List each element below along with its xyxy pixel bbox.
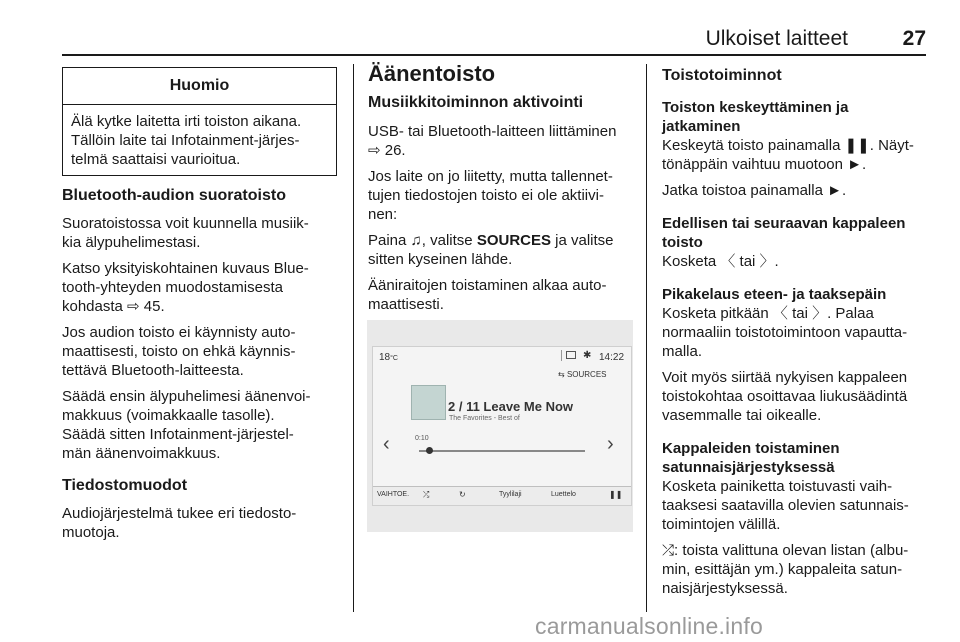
temperature: 18°C <box>379 352 398 363</box>
heading-file-formats: Tiedostomuodot <box>62 477 188 494</box>
previous-track-button[interactable]: ‹ <box>383 433 390 455</box>
paragraph: Ääniraitojen toistaminen alkaa auto- maattisesti. <box>368 277 607 313</box>
column-3 <box>662 64 937 605</box>
paragraph: Paina ♫, valitse SOURCES ja valitse sitten kyseinen lähde. <box>368 232 614 268</box>
heading-activate-music: Musiikkitoiminnon aktivointi <box>368 94 584 111</box>
list-button[interactable]: Luettelo <box>551 491 576 498</box>
paragraph: Jos laite on jo liitetty, mutta tallennet- tujen tiedostojen toisto ei ole aktiivi- nen: <box>368 168 613 223</box>
watermark: carmanualsonline.info <box>535 613 763 639</box>
sources-button[interactable]: ⇆ SOURCES <box>558 370 607 379</box>
next-track-button[interactable]: › <box>607 433 614 455</box>
heading-pause-resume: Toiston keskeyttäminen ja jatkaminen <box>662 99 849 135</box>
paragraph: Säädä ensin älypuhelimesi äänenvoi- makkuus (voimakkaalle tasolle). Säädä sitten Infotainment-järjestel- män äänenvoimakkuus. <box>62 388 311 462</box>
paragraph: Kosketa painiketta toistuvasti vaih- taaksesi saatavilla olevien satunnais- toimintojen välillä. <box>662 478 909 533</box>
heading-playback-functions: Toistotoiminnot <box>662 67 782 84</box>
column-2 <box>368 61 640 321</box>
elapsed-time: 0:10 <box>415 435 429 442</box>
heading-audio-playback: Äänentoisto <box>368 61 496 86</box>
note-box <box>62 67 337 176</box>
paragraph: Jatka toistoa painamalla ►. <box>662 182 847 199</box>
heading-previous-next: Edellisen tai seuraavan kappaleen toisto <box>662 215 906 251</box>
screen-bottom-bar <box>373 486 631 505</box>
repeat-icon[interactable]: ↻ <box>459 490 466 499</box>
shuffle-icon[interactable]: ⤮ <box>423 490 430 499</box>
status-divider <box>561 350 562 361</box>
progress-slider[interactable] <box>419 450 585 452</box>
paragraph: ⤮: toista valittuna olevan listan (albu- min, esittäjän ym.) kappaleita satun- naisjärjestyksessä. <box>662 542 909 597</box>
page-header-title: Ulkoiset laitteet <box>705 27 848 50</box>
heading-fast-forward: Pikakelaus eteen- ja taaksepäin <box>662 286 887 303</box>
paragraph: Katso yksityiskohtainen kuvaus Blue- tooth-yhteyden muodostamisesta kohdasta ⇨ 45. <box>62 260 309 315</box>
heading-bluetooth-audio: Bluetooth-audion suoratoisto <box>62 187 286 204</box>
paragraph: Keskeytä toisto painamalla ❚❚. Näyt- tönäppäin vaihtuu muotoon ►. <box>662 137 914 173</box>
genre-button[interactable]: Tyylilaji <box>499 491 522 498</box>
phone-icon <box>566 351 576 359</box>
pause-button[interactable]: ❚❚ <box>609 490 623 499</box>
usb-icon: ⇆ <box>558 370 567 379</box>
paragraph: Suoratoistossa voit kuunnella musiik- kia älypuhelimestasi. <box>62 215 309 251</box>
column-divider-1 <box>353 64 354 612</box>
paragraph: Voit myös siirtää nykyisen kappaleen toistokohtaa osoittavaa liukusäädintä vasemmalle tai oikealle. <box>662 369 908 424</box>
paragraph: Kosketa 〈 tai 〉. <box>662 253 779 270</box>
header-rule <box>62 54 926 56</box>
paragraph: Jos audion toisto ei käynnisty auto- maattisesti, toisto on ehkä käynnis- tettävä Bluetooth-laitteesta. <box>62 324 296 379</box>
note-title: Huomio <box>63 68 336 105</box>
paragraph: USB- tai Bluetooth-laitteen liittäminen ⇨ 26. <box>368 123 617 159</box>
column-divider-2 <box>646 64 647 612</box>
heading-shuffle: Kappaleiden toistaminen satunnaisjärjestyksessä <box>662 440 840 476</box>
album-art <box>411 385 446 420</box>
change-button[interactable]: VAIHTOE. <box>377 491 410 498</box>
paragraph: Audiojärjestelmä tukee eri tiedosto- muotoja. <box>62 505 297 541</box>
infotainment-screen <box>372 346 632 506</box>
column-1 <box>62 186 347 549</box>
album-name: The Favorites - Best of <box>449 415 520 422</box>
track-title: 2 / 11 Leave Me Now <box>448 399 574 414</box>
progress-knob[interactable] <box>426 447 433 454</box>
note-text: Älä kytke laitetta irti toiston aikana. Tällöin laite tai Infotainment-järjes- telmä saattaisi vaurioitua. <box>71 113 302 168</box>
page-number: 27 <box>902 27 926 50</box>
paragraph: Kosketa pitkään 〈 tai 〉. Palaa normaaliin toistotoimintoon vapautta- malla. <box>662 305 908 360</box>
clock-time: 14:22 <box>599 352 625 363</box>
gear-icon: ✱ <box>583 350 592 361</box>
